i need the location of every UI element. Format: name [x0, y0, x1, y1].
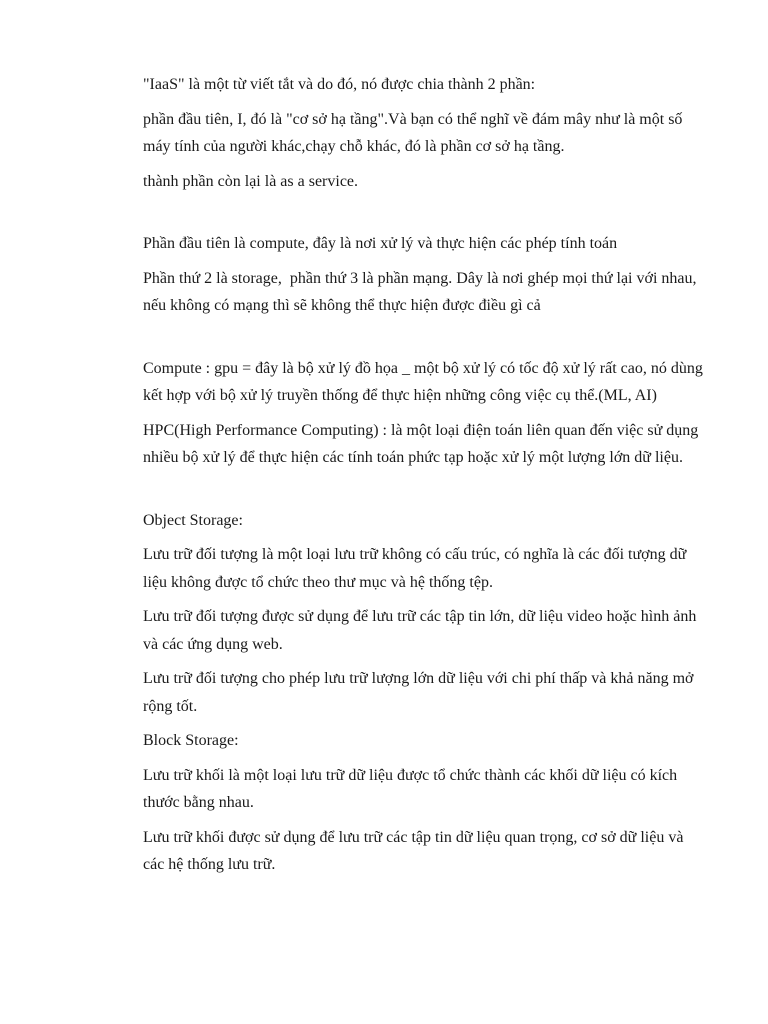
paragraph: Lưu trữ đối tượng là một loại lưu trữ không có cấu trúc, có nghĩa là các đối tượng dữ liệu không được tổ chức theo thư mục và hệ thống tệp. — [143, 546, 691, 591]
paragraph: Lưu trữ đối tượng được sử dụng để lưu trữ các tập tin lớn, dữ liệu video hoặc hình ảnh và các ứng dụng web. — [143, 608, 701, 653]
paragraph-gap — [143, 327, 703, 355]
paragraph-gap — [143, 479, 703, 507]
paragraph: Lưu trữ đối tượng cho phép lưu trữ lượng lớn dữ liệu với chi phí thấp và khả năng mở rộng tốt. — [143, 670, 698, 715]
paragraph: Block Storage: — [143, 732, 239, 749]
paragraph: phần đầu tiên, I, đó là "cơ sở hạ tầng".Và bạn có thể nghĩ về đám mây như là một số máy tính của người khác,chạy chỗ khác, đó là phần cơ sở hạ tầng. — [143, 110, 687, 155]
paragraph: Lưu trữ khối là một loại lưu trữ dữ liệu được tổ chức thành các khối dữ liệu có kích thước bằng nhau. — [143, 766, 682, 811]
paragraph: HPC(High Performance Computing) : là một loại điện toán liên quan đến việc sử dụng nhiều bộ xử lý để thực hiện các tính toán phức tạp hoặc xử lý một lượng lớn dữ liệu. — [143, 421, 703, 466]
paragraph: Lưu trữ khối được sử dụng để lưu trữ các tập tin dữ liệu quan trọng, cơ sở dữ liệu và các hệ thống lưu trữ. — [143, 828, 688, 873]
paragraph: "IaaS" là một từ viết tắt và do đó, nó được chia thành 2 phần: — [143, 76, 536, 93]
paragraph: thành phần còn lại là as a service. — [143, 172, 359, 190]
paragraph: Compute : gpu = đây là bộ xử lý đồ họa _ một bộ xử lý có tốc độ xử lý rất cao, nó dùng kết hợp với bộ xử lý truyền thống để thực hiện những công việc cụ thể.(ML, AI) — [143, 359, 707, 404]
paragraph-gap — [143, 202, 703, 230]
paragraph: Phần đầu tiên là compute, đây là nơi xử lý và thực hiện các phép tính toán — [143, 235, 618, 252]
paragraph: Phần thứ 2 là storage, phần thứ 3 là phần mạng. Dây là nơi ghép mọi thứ lại với nhau, nếu không có mạng thì sẽ không thể thực hiện được điều gì cả — [143, 269, 701, 314]
document-body — [143, 71, 707, 886]
paragraph: Object Storage: — [143, 511, 243, 529]
